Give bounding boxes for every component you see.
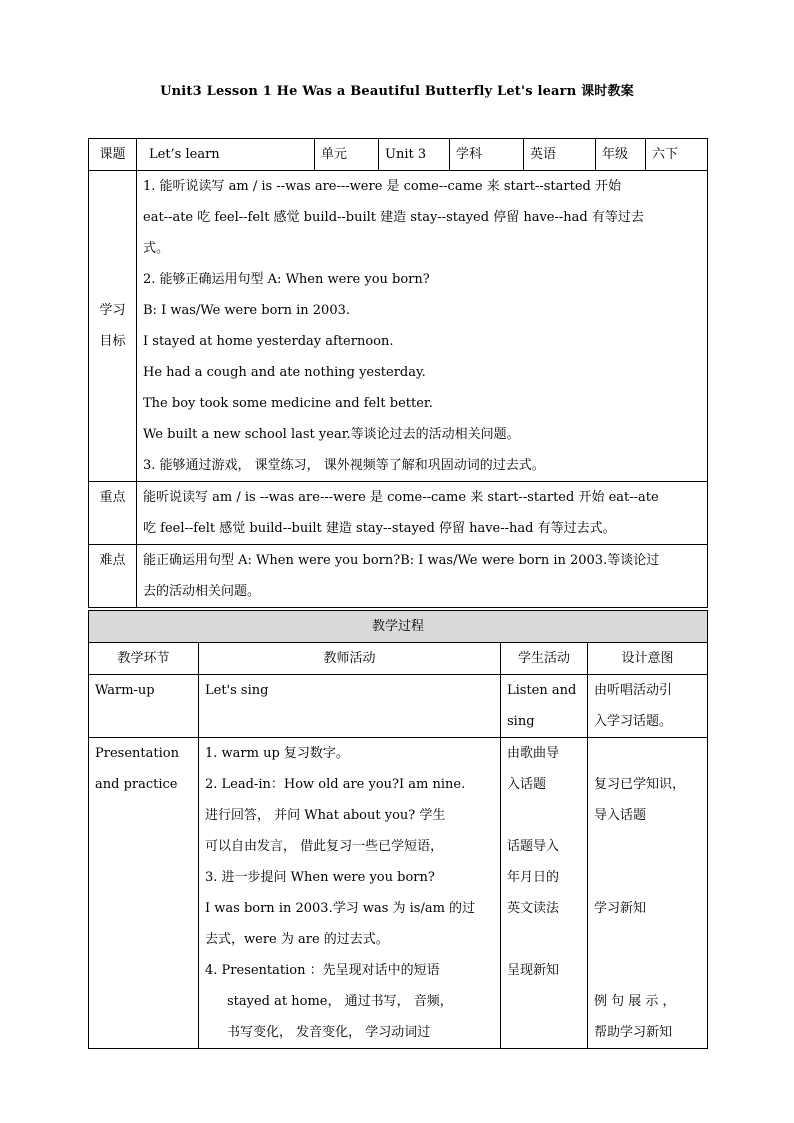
objectives-content xyxy=(137,171,708,482)
document-title: Unit3 Lesson 1 He Was a Beautiful Butterfly Let's learn 课时教案 xyxy=(160,84,634,99)
difficult-points-content xyxy=(137,545,708,608)
objectives-row xyxy=(89,171,708,482)
objective-line: eat--ate 吃 feel--felt 感觉 build--built 建造 stay--stayed 停留 have--had 有等过去 xyxy=(143,210,644,225)
teacher-line: 去式，were 为 are 的过去式。 xyxy=(205,932,389,947)
objective-line: He had a cough and ate nothing yesterday. xyxy=(143,365,426,380)
student-line: 呈现新知 xyxy=(507,963,560,978)
presentation-teacher xyxy=(199,738,501,1049)
objectives-label-line1: 学习 xyxy=(99,303,126,318)
student-line: 年月日的 xyxy=(507,870,560,885)
key-points-content xyxy=(137,482,708,545)
student-line: 入话题 xyxy=(507,777,547,792)
objective-line: 2. 能够正确运用句型 A: When were you born? xyxy=(143,272,430,287)
topic-value: Let’s learn xyxy=(137,139,315,171)
difficult-points-label: 难点 xyxy=(89,545,137,608)
difficult-point-line: 去的活动相关问题。 xyxy=(143,584,261,599)
teacher-line: 书写变化， 发音变化， 学习动词过 xyxy=(227,1025,431,1040)
objective-line: 3. 能够通过游戏， 课堂练习， 课外视频等了解和巩固动词的过去式。 xyxy=(143,458,545,473)
presentation-row xyxy=(89,738,708,1049)
objectives-label xyxy=(89,171,137,482)
teacher-line: 4. Presentation ：先呈现对话中的短语 xyxy=(205,963,440,978)
header-student-activity: 学生活动 xyxy=(501,643,588,675)
teaching-process-table xyxy=(88,610,708,1049)
presentation-stage xyxy=(89,738,199,1049)
subject-value: 英语 xyxy=(524,139,596,171)
presentation-intent xyxy=(588,738,708,1049)
unit-label: 单元 xyxy=(315,139,379,171)
header-stage: 教学环节 xyxy=(89,643,199,675)
student-line: 话题导入 xyxy=(507,839,560,854)
difficult-points-row xyxy=(89,545,708,608)
teacher-line: 2. Lead-in：How old are you?I am nine. xyxy=(205,777,466,792)
intent-line xyxy=(594,831,701,862)
topic-row xyxy=(89,139,708,171)
intent-line: 学习新知 xyxy=(594,901,647,916)
subject-label: 学科 xyxy=(450,139,524,171)
unit-value: Unit 3 xyxy=(379,139,450,171)
objective-line: B: I was/We were born in 2003. xyxy=(143,303,350,318)
objective-line: The boy took some medicine and felt better. xyxy=(143,396,433,411)
key-point-line: 能听说读写 am / is --was are---were 是 come--came 来 start--started 开始 eat--ate xyxy=(143,490,659,505)
grade-value: 六下 xyxy=(646,139,708,171)
student-line xyxy=(507,800,581,831)
warmup-intent-line: 由听唱活动引 xyxy=(594,683,673,698)
warmup-intent xyxy=(588,675,708,738)
intent-line xyxy=(594,924,701,955)
presentation-stage-line: and practice xyxy=(95,777,178,792)
difficult-point-line: 能正确运用句型 A: When were you born?B: I was/We were born in 2003.等谈论过 xyxy=(143,553,660,568)
presentation-student xyxy=(501,738,588,1049)
teacher-line: stayed at home， 通过书写， 音频， xyxy=(227,994,453,1009)
grade-label: 年级 xyxy=(596,139,646,171)
teacher-line: 3. 进一步提问 When were you born? xyxy=(205,870,435,885)
process-title-row xyxy=(89,611,708,643)
intent-line xyxy=(594,862,701,893)
intent-line: 例 句 展 示 ， xyxy=(594,994,676,1009)
intent-line xyxy=(594,955,701,986)
teacher-line: 可以自由发言， 借此复习一些已学短语， xyxy=(205,839,444,854)
warmup-row xyxy=(89,675,708,738)
key-points-row xyxy=(89,482,708,545)
header-teacher-activity: 教师活动 xyxy=(199,643,501,675)
student-line: 由歌曲导 xyxy=(507,746,560,761)
teacher-line: I was born in 2003.学习 was 为 is/am 的过 xyxy=(205,901,476,916)
warmup-stage: Warm-up xyxy=(89,675,199,738)
warmup-student xyxy=(501,675,588,738)
intent-line: 导入话题 xyxy=(594,808,647,823)
objective-line: We built a new school last year.等谈论过去的活动相关问题。 xyxy=(143,427,520,442)
warmup-teacher: Let's sing xyxy=(199,675,501,738)
warmup-student-line: sing xyxy=(507,714,535,729)
teacher-line: 1. warm up 复习数字。 xyxy=(205,746,349,761)
warmup-student-line: Listen and xyxy=(507,683,577,698)
objective-line: 式。 xyxy=(143,241,170,256)
process-header-row xyxy=(89,643,708,675)
key-points-label: 重点 xyxy=(89,482,137,545)
objectives-label-line2: 目标 xyxy=(99,334,126,349)
student-line xyxy=(507,924,581,955)
student-line: 英文读法 xyxy=(507,901,560,916)
presentation-stage-line: Presentation xyxy=(95,746,179,761)
objective-line: 1. 能听说读写 am / is --was are---were 是 come--came 来 start--started 开始 xyxy=(143,179,621,194)
header-design-intent: 设计意图 xyxy=(588,643,708,675)
key-point-line: 吃 feel--felt 感觉 build--built 建造 stay--stayed 停留 have--had 有等过去式。 xyxy=(143,521,616,536)
objective-line: I stayed at home yesterday afternoon. xyxy=(143,334,394,349)
warmup-intent-line: 入学习话题。 xyxy=(594,714,673,729)
teacher-line: 进行回答， 并问 What about you? 学生 xyxy=(205,808,446,823)
intent-line: 帮助学习新知 xyxy=(594,1025,673,1040)
topic-label: 课题 xyxy=(89,139,137,171)
intent-line: 复习已学知识， xyxy=(594,777,686,792)
lesson-info-table xyxy=(88,138,708,608)
intent-line xyxy=(594,738,701,769)
process-section-title: 教学过程 xyxy=(89,611,708,643)
